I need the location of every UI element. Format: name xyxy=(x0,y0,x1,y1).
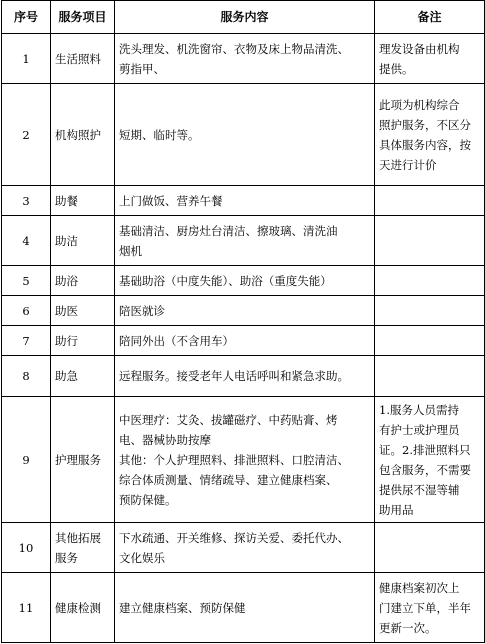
table-row xyxy=(2,266,485,296)
service-item xyxy=(51,573,115,643)
row-number-text: 6 xyxy=(22,303,30,318)
service-content xyxy=(115,326,375,356)
service-note xyxy=(375,34,485,84)
row-number xyxy=(2,296,51,326)
service-item xyxy=(51,296,115,326)
service-note-text: 健康档案初次上 门建立下单，半年 更新一次。 xyxy=(379,580,471,635)
service-item xyxy=(51,356,115,397)
table-row xyxy=(2,84,485,186)
row-number-text: 3 xyxy=(22,193,30,208)
row-number xyxy=(2,266,51,296)
service-item xyxy=(51,84,115,186)
table-row xyxy=(2,397,485,523)
row-number-text: 11 xyxy=(18,600,34,615)
row-number-text: 2 xyxy=(22,127,30,142)
service-item-text: 机构照护 xyxy=(55,127,101,142)
service-item xyxy=(51,523,115,573)
service-note xyxy=(375,397,485,523)
service-content-text: 下水疏通、开关维修、探访关爱、委托代办、 文化娱乐 xyxy=(119,530,349,565)
service-item-text: 护理服务 xyxy=(55,452,101,467)
table-body xyxy=(2,34,485,643)
header-item: 服务项目 xyxy=(51,1,115,34)
service-content-text: 陪医就诊 xyxy=(119,303,165,318)
row-number-text: 4 xyxy=(22,233,30,248)
service-content-text: 基础清洁、厨房灶台清洁、擦玻璃、清洗油 烟机 xyxy=(119,223,338,258)
service-item-text: 助餐 xyxy=(55,193,78,208)
service-item xyxy=(51,326,115,356)
header-content: 服务内容 xyxy=(115,1,375,34)
table-row xyxy=(2,186,485,216)
service-content-text: 上门做饭、营养午餐 xyxy=(119,193,223,208)
header-note: 备注 xyxy=(375,1,485,34)
service-note xyxy=(375,326,485,356)
service-content-text: 短期、临时等。 xyxy=(119,127,200,142)
service-item xyxy=(51,186,115,216)
header-no: 序号 xyxy=(2,1,51,34)
service-content-text: 陪同外出（不含用车） xyxy=(119,333,234,348)
service-content xyxy=(115,397,375,523)
row-number-text: 8 xyxy=(22,369,30,383)
service-content-text: 建立健康档案、预防保健 xyxy=(119,600,246,615)
service-table xyxy=(1,0,485,643)
service-content xyxy=(115,216,375,266)
table-row xyxy=(2,523,485,573)
row-number xyxy=(2,216,51,266)
service-content xyxy=(115,34,375,84)
service-content-text: 中医理疗：艾灸、拔罐磁疗、中药贴膏、烤 电、器械协助按摩 其他：个人护理照料、排泄照料、口腔清洁、 综合体质测量、情绪疏导、建立健康档案、 预防保健。 xyxy=(119,412,349,507)
service-content xyxy=(115,356,375,397)
service-item-text: 其他拓展 服务 xyxy=(55,530,101,565)
service-content-text: 基础助浴（中度失能）、助浴（重度失能） xyxy=(119,273,332,288)
row-number xyxy=(2,34,51,84)
service-content xyxy=(115,186,375,216)
table-row xyxy=(2,573,485,643)
service-note xyxy=(375,356,485,397)
service-note xyxy=(375,523,485,573)
service-item xyxy=(51,266,115,296)
row-number xyxy=(2,356,51,397)
service-item-text: 助行 xyxy=(55,333,78,348)
row-number xyxy=(2,523,51,573)
row-number-text: 9 xyxy=(22,452,30,467)
service-note xyxy=(375,84,485,186)
service-note-text: 1.服务人员需持 有护士或护理员 证。2.排泄照料只 包含服务，不需要 提供尿不湿等辅 助用品 xyxy=(379,402,471,517)
table-row xyxy=(2,34,485,84)
row-number-text: 10 xyxy=(18,540,34,555)
service-item-text: 助浴 xyxy=(55,273,78,288)
service-content xyxy=(115,296,375,326)
row-number-text: 1 xyxy=(22,51,30,66)
service-note xyxy=(375,186,485,216)
service-content xyxy=(115,84,375,186)
service-item-text: 助医 xyxy=(55,303,78,318)
service-item-text: 助急 xyxy=(55,369,78,383)
row-number xyxy=(2,84,51,186)
service-note xyxy=(375,296,485,326)
row-number xyxy=(2,397,51,523)
service-content-text: 洗头理发、机洗窗帘、衣物及床上物品清洗、 剪指甲、 xyxy=(119,41,349,76)
service-content xyxy=(115,573,375,643)
service-note xyxy=(375,573,485,643)
service-note-text: 理发设备由机构 提供。 xyxy=(379,41,460,76)
service-content xyxy=(115,266,375,296)
table-row xyxy=(2,326,485,356)
table-row xyxy=(2,216,485,266)
table-header-row xyxy=(2,1,485,34)
service-item xyxy=(51,397,115,523)
row-number xyxy=(2,326,51,356)
row-number-text: 7 xyxy=(22,333,30,348)
row-number xyxy=(2,186,51,216)
service-content-text: 远程服务。接受老年人电话呼叫和紧急求助。 xyxy=(119,369,349,383)
service-item-text: 健康检测 xyxy=(55,600,101,615)
table-row xyxy=(2,296,485,326)
service-note xyxy=(375,266,485,296)
service-note-text: 此项为机构综合 照护服务，不区分 具体服务内容，按 天进行计价 xyxy=(379,97,471,172)
service-content xyxy=(115,523,375,573)
service-item xyxy=(51,216,115,266)
row-number xyxy=(2,573,51,643)
row-number-text: 5 xyxy=(22,273,30,288)
service-item-text: 助洁 xyxy=(55,233,78,248)
service-item xyxy=(51,34,115,84)
table-row xyxy=(2,356,485,397)
service-note xyxy=(375,216,485,266)
service-item-text: 生活照料 xyxy=(55,51,101,66)
